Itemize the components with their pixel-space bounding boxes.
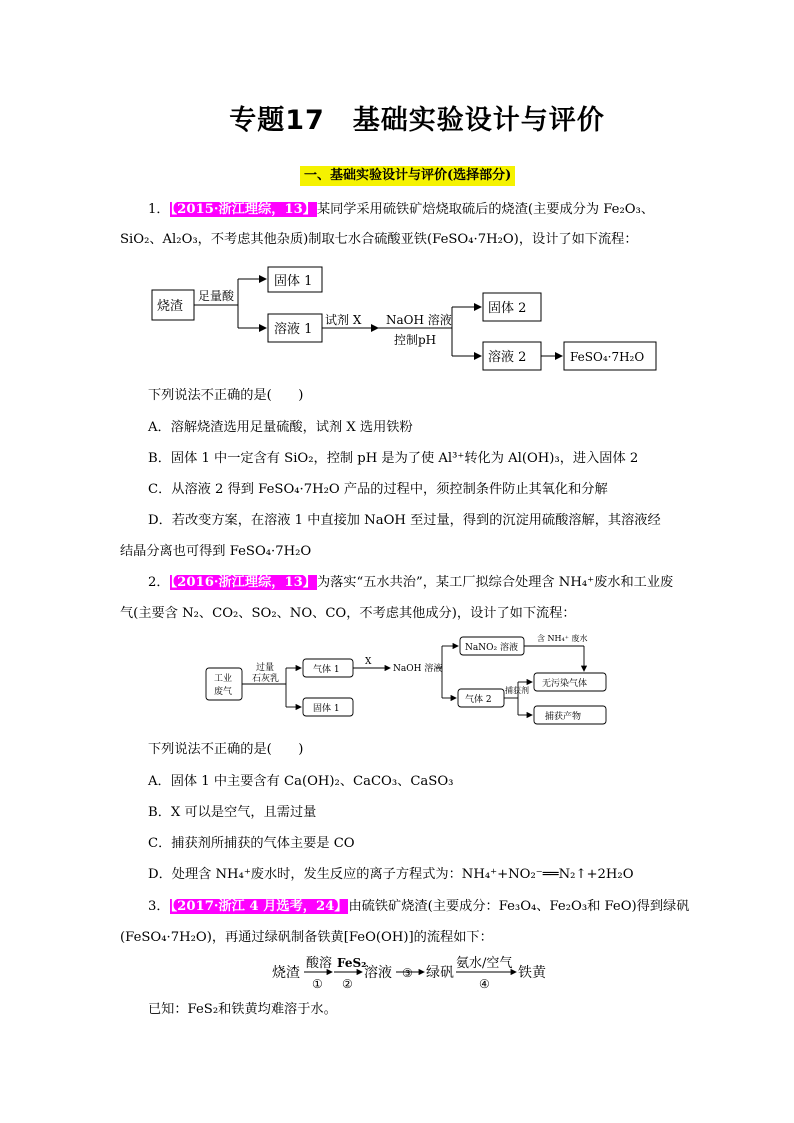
- q2-lime-label2: 石灰乳: [252, 674, 280, 684]
- q1-flowchart: [140, 260, 680, 375]
- q1-solid1-label: 固体 1: [274, 274, 313, 289]
- q3-step4-reagent: 氨水/空气: [456, 956, 513, 971]
- q1-option-d1: D．若改变方案，在溶液 1 中直接加 NaOH 至过量，得到的沉淀用硫酸溶解，其溶液经: [148, 513, 661, 528]
- section-heading: 一、基础实验设计与评价(选择部分): [300, 166, 515, 186]
- q2-source-tag: 【2016·浙江理综，13】: [170, 575, 316, 590]
- q3-step2-number: ②: [342, 977, 353, 991]
- q2-nh4-label: 含 NH₄⁺ 废水: [537, 634, 588, 643]
- q1-source-tag: 【2015·浙江理综，13】: [170, 202, 316, 217]
- q3-step1-reagent: 酸溶: [306, 956, 333, 971]
- q2-gas-label2: 废气: [214, 687, 233, 697]
- q2-text1: 为落实“五水共治”，某工厂拟综合处理含 NH₄⁺废水和工业废: [316, 575, 674, 590]
- q1-option-c: C．从溶液 2 得到 FeSO₄·7H₂O 产品的过程中，须控制条件防止其氧化和分解: [148, 482, 608, 497]
- q2-nano2-label: NaNO₂ 溶液: [465, 643, 518, 653]
- q1-line1: [148, 200, 654, 220]
- q2-option-b: B．X 可以是空气，且需过量: [148, 805, 317, 820]
- q2-gas-label: 工业: [214, 674, 233, 684]
- q2-line1: [148, 573, 673, 593]
- q1-text1: 某同学采用硫铁矿焙烧取硫后的烧渣(主要成分为 Fe₂O₃、: [316, 202, 655, 217]
- q1-sol1-label: 溶液 1: [274, 322, 313, 337]
- q3-step4-number: ④: [479, 977, 490, 991]
- q1-stem: 下列说法不正确的是( ): [148, 388, 304, 403]
- q3-number: 3．: [148, 899, 170, 914]
- q3-note: 已知：FeS₂和铁黄均难溶于水。: [148, 1002, 337, 1017]
- q1-number: 1．: [148, 202, 170, 217]
- q2-line2: 气(主要含 N₂、CO₂、SO₂、NO、CO，不考虑其他成分)，设计了如下流程：: [120, 606, 576, 621]
- q1-naoh-label: NaOH 溶液: [386, 313, 452, 327]
- q2-g1-label: 气体 1: [313, 665, 340, 675]
- q1-solid2-label: 固体 2: [488, 301, 527, 316]
- q3-line2: (FeSO₄·7H₂O)，再通过绿矾制备铁黄[FeO(OH)]的流程如下：: [120, 930, 493, 945]
- q3-line1: [148, 897, 689, 917]
- q2-number: 2．: [148, 575, 170, 590]
- q1-product-label: FeSO₄·7H₂O: [570, 350, 645, 364]
- q2-cproduct-label: 捕获产物: [545, 712, 582, 722]
- q2-g2-label: 气体 2: [465, 695, 492, 705]
- q2-s1-label: 固体 1: [313, 704, 340, 714]
- q2-lime-label1: 过量: [256, 663, 275, 673]
- q3-step3-number: ③: [402, 966, 413, 980]
- q1-option-d2: 结晶分离也可得到 FeSO₄·7H₂O: [120, 544, 312, 559]
- q1-sol2-label: 溶液 2: [488, 350, 527, 365]
- q1-start-label: 烧渣: [157, 299, 184, 314]
- q3-step2-reagent: FeS₂: [337, 956, 367, 970]
- q2-capture-label: 捕获剂: [505, 686, 529, 695]
- q2-option-c: C．捕获剂所捕获的气体主要是 CO: [148, 836, 355, 851]
- q1-line2: SiO₂、Al₂O₃，不考虑其他杂质)制取七水合硫酸亚铁(FeSO₄·7H₂O)，设计了如下流程：: [120, 232, 638, 247]
- q2-option-a: A．固体 1 中主要含有 Ca(OH)₂、CaCO₃、CaSO₃: [148, 774, 454, 789]
- q3-start-label: 烧渣: [272, 965, 300, 981]
- q3-text1: 由硫铁矿烧渣(主要成分：Fe₃O₄、Fe₂O₃和 FeO)得到绿矾: [348, 899, 690, 914]
- page-title: 专题17 基础实验设计与评价: [229, 105, 605, 136]
- q3-step1-number: ①: [312, 977, 323, 991]
- q2-option-d: D．处理含 NH₄⁺废水时，发生反应的离子方程式为：NH₄⁺+NO₂⁻══N₂↑+2H₂O: [148, 867, 634, 882]
- q1-reagent-x-label: 试剂 X: [325, 313, 362, 327]
- q2-clean-label: 无污染气体: [542, 679, 588, 689]
- q1-option-b: B．固体 1 中一定含有 SiO₂，控制 pH 是为了使 Al³⁺转化为 Al(OH)₃，进入固体 2: [148, 451, 639, 466]
- q3-green-label: 绿矾: [426, 965, 454, 981]
- q1-option-a: A．溶解烧渣选用足量硫酸，试剂 X 选用铁粉: [148, 420, 413, 435]
- q2-flowchart: [200, 628, 650, 733]
- q3-mid-label: 溶液: [364, 965, 392, 981]
- q3-source-tag: 【2017·浙江 4 月选考，24】: [170, 899, 348, 914]
- q2-stem: 下列说法不正确的是( ): [148, 742, 304, 757]
- q2-x-label: X: [365, 657, 372, 667]
- q3-flow: [270, 950, 560, 992]
- q1-ph-label: 控制pH: [394, 333, 437, 347]
- q2-naoh-label: NaOH 溶液: [393, 664, 443, 674]
- q1-acid-label: 足量酸: [198, 289, 235, 303]
- q3-end-label: 铁黄: [518, 965, 546, 981]
